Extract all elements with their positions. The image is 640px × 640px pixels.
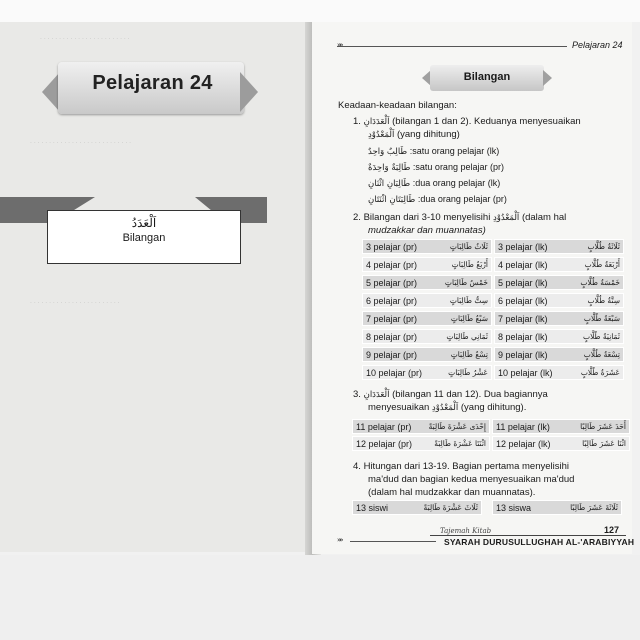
item-number: 2. [353,212,361,223]
arabic-term: اَلْعَدَدَانِ [363,117,390,127]
item-text: Bilangan dari 3-10 menyelisihi [363,212,491,223]
cell-arabic: سِتُّ طَالِبَاتٍ [449,296,488,305]
header-rule [337,46,567,47]
table-cell [492,436,630,451]
intro-text: Keadaan-keadaan bilangan: [338,100,457,111]
page-header: Pelajaran 24 [572,40,623,50]
cell-label: 12 pelajar (lk) [496,439,551,449]
cell-label: 5 pelajar (pr) [366,278,418,288]
example-line [368,146,499,157]
cell-label: 4 pelajar (lk) [498,260,548,270]
example-arabic: طَالِبَةٌ وَاحِدَةٌ [368,163,411,173]
ribbon-tail-right [240,72,258,112]
table-cell [494,329,624,344]
item-number: 1. [353,116,361,127]
ribbon-tail-right [543,70,552,86]
backdrop-bottom [0,555,640,640]
item-1-line-2 [368,129,460,141]
cell-arabic: خَمْسُ طَالِبَاتٍ [444,278,488,287]
cell-label: 5 pelajar (lk) [498,278,548,288]
item-text: (yang dihitung). [460,402,527,413]
item-text: (dalam hal [521,212,567,223]
table-cell [352,500,482,515]
arabic-term: اَلْمَعْدُوْدِ [368,130,395,140]
item-2-line-2: mudzakkar dan muannatas) [368,225,486,236]
arabic-term: اَلْمَعْدُوْدِ [492,213,520,223]
backdrop-top [0,0,640,22]
table-cell [494,293,624,308]
chapter-title-label: Bilangan [122,232,166,244]
cell-label: 13 siswi [356,503,389,513]
cell-label: 12 pelajar (pr) [356,439,413,449]
cell-arabic: ثَلَاثَ عَشْرَةَ طَالِبَةً [423,503,478,512]
cell-label: 3 pelajar (lk) [498,242,548,252]
cell-label: 6 pelajar (pr) [366,296,418,306]
example-arabic: طَالِبَتَانِ اثْنَتَانِ [368,195,416,205]
cell-label: 13 siswa [496,503,532,513]
lesson-title: Pelajaran 24 [92,72,213,94]
cell-arabic: خَمْسَةُ طُلَّابٍ [580,278,620,287]
cell-label: 11 pelajar (pr) [356,422,412,432]
cell-label: 3 pelajar (pr) [366,242,418,252]
table-cell [352,436,490,451]
section-title-ribbon [422,65,552,91]
item-text: (bilangan 11 dan 12). Dua bagiannya [392,389,548,400]
cell-arabic: ثَلَاثَةَ عَشَرَ طَالِبًا [570,503,618,512]
cell-arabic: ثَلَاثَةُ طُلَّابٍ [587,242,620,251]
item-2-line [353,212,566,224]
example-text: :dua orang pelajar (lk) [412,178,501,188]
item-number: 3. [353,389,361,400]
cell-label: 7 pelajar (pr) [366,314,418,324]
table-cell [492,500,622,515]
cell-arabic: سِتَّةُ طُلَّابٍ [587,296,620,305]
footer-arrows-icon: »» [337,536,342,544]
item-1-line [353,116,581,128]
cell-label: 10 pelajar (pr) [366,368,423,378]
example-line [368,162,504,173]
cell-arabic: اثْنَتَا عَشْرَةَ طَالِبَةً [434,439,486,448]
cell-label: 4 pelajar (pr) [366,260,418,270]
arabic-term: اَلْمَعْدُوْدِ [431,403,459,413]
cell-arabic: أَحَدَ عَشَرَ طَالِبًا [580,422,626,431]
cell-arabic: إِحْدَى عَشْرَةَ طَالِبَةً [428,422,486,431]
lesson-title-ribbon [42,62,257,114]
header-arrows-icon: »» [337,41,342,49]
footer-rule [430,535,626,536]
item-3-line [353,389,548,401]
example-line [368,194,507,205]
cell-label: 8 pelajar (lk) [498,332,548,342]
table-cell [362,257,492,272]
cell-label: 11 pelajar (lk) [496,422,550,432]
table-cell [494,239,624,254]
example-text: :dua orang pelajar (pr) [417,194,507,204]
example-arabic: طَالِبَانِ اثْنَانِ [368,179,411,189]
chapter-title-arabic: اَلْعَدَدُ [131,216,157,230]
bleed-through-text: · · · · · · · · · · · · · · · · · · · · · · · · [40,36,130,43]
cell-arabic: سَبْعُ طَالِبَاتٍ [450,314,488,323]
cell-arabic: تِسْعَةُ طُلَّابٍ [583,350,620,359]
item-text: menyesuaikan [368,402,430,413]
book-title-footer: SYARAH DURUSULLUGHAH AL-'ARABIYYAH [444,537,635,547]
chapter-title-box [47,210,241,264]
cell-arabic: أَرْبَعُ طَالِبَاتٍ [451,260,488,269]
item-3-line-2 [368,402,526,414]
item-number: 4. [353,461,361,472]
cell-arabic: تِسْعُ طَالِبَاتٍ [450,350,488,359]
item-4-line-3: (dalam hal mudzakkar dan muannatas). [368,487,536,498]
item-4-line-2: ma'dud dan bagian kedua menyesuaikan ma'dud [368,474,575,485]
cell-label: 8 pelajar (pr) [366,332,418,342]
cell-arabic: ثَمَانِي طَالِبَاتٍ [446,332,488,341]
table-cell [362,293,492,308]
cell-arabic: ثَمَانِيَةُ طُلَّابٍ [583,332,620,341]
cell-arabic: عَشَرَةُ طُلَّابٍ [580,368,620,377]
cell-label: 9 pelajar (lk) [498,350,548,360]
table-cell [362,275,492,290]
example-arabic: طَالِبٌ وَاحِدٌ [368,147,408,157]
arabic-term: اَلْعَدَدَانِ [363,390,390,400]
table-cell [362,365,492,380]
item-4-line [353,461,569,473]
table-cell [494,275,624,290]
item-text: (yang dihitung) [396,129,460,140]
example-text: :satu orang pelajar (lk) [409,146,500,156]
bleed-through-text: · · · · · · · · · · · · · · · · · · · · · · · · [30,300,120,307]
bleed-through-text: · · · · · · · · · · · · · · · · · · · · · · · · · · · [30,140,132,147]
table-cell [352,419,490,434]
table-cell [362,329,492,344]
cell-arabic: ثَلَاثُ طَالِبَاتٍ [449,242,488,251]
table-cell [494,365,624,380]
footer-rule-left [350,541,436,542]
cell-arabic: اثْنَا عَشَرَ طَالِبًا [582,439,626,448]
table-cell [492,419,630,434]
table-cell [362,347,492,362]
cell-label: 10 pelajar (lk) [498,368,553,378]
cell-label: 6 pelajar (lk) [498,296,548,306]
example-line [368,178,500,189]
page-number: 127 [604,525,620,535]
table-cell [494,311,624,326]
item-text: Hitungan dari 13-19. Bagian pertama menyelisihi [363,461,570,472]
table-cell [494,347,624,362]
cell-label: 9 pelajar (pr) [366,350,418,360]
cell-label: 7 pelajar (lk) [498,314,548,324]
cell-arabic: أَرْبَعَةُ طُلَّابٍ [584,260,620,269]
cell-arabic: عَشْرُ طَالِبَاتٍ [448,368,488,377]
table-cell [362,239,492,254]
example-text: :satu orang pelajar (pr) [412,162,504,172]
publisher-signature: Tajemah Kitab [440,527,492,535]
cell-arabic: سَبْعَةُ طُلَّابٍ [583,314,620,323]
table-cell [362,311,492,326]
item-text: (bilangan 1 dan 2). Keduanya menyesuaikan [392,116,581,127]
section-title: Bilangan [463,71,511,83]
table-cell [494,257,624,272]
